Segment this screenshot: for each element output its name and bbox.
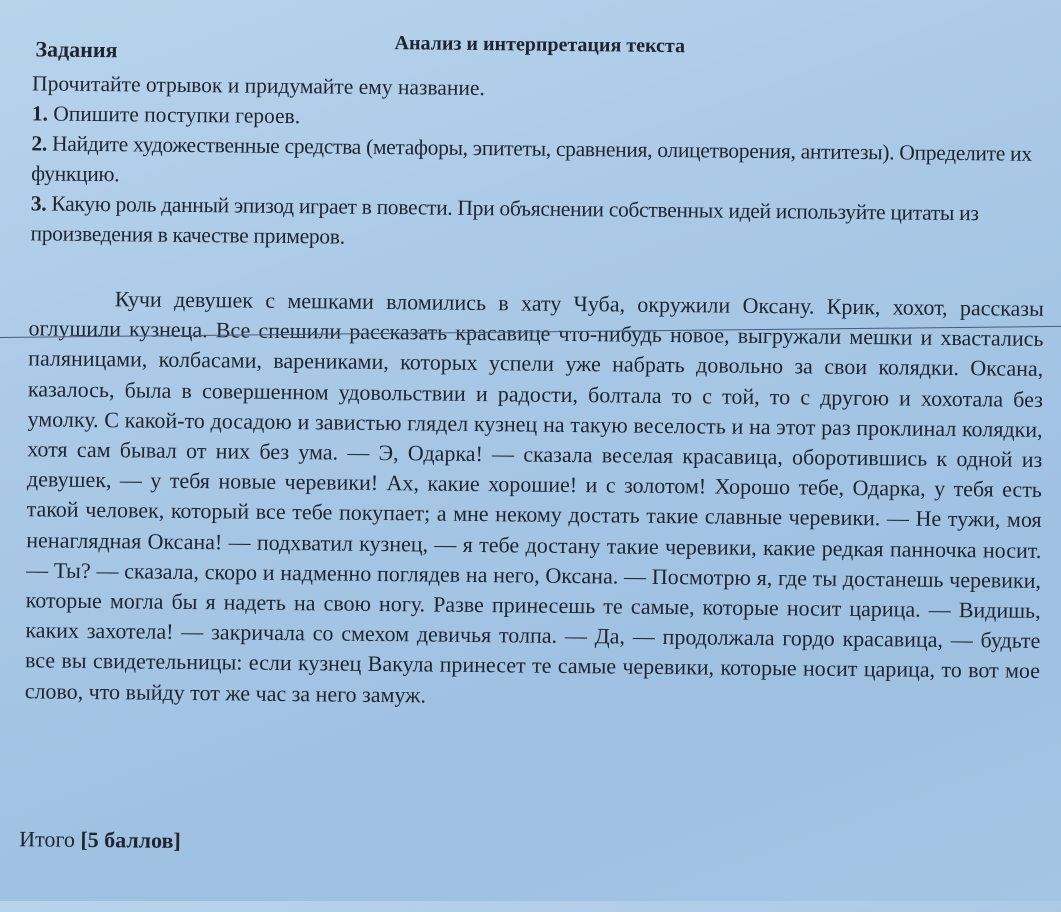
task-item — [31, 128, 1044, 199]
total-score — [19, 826, 181, 854]
task-number: 3. — [30, 191, 47, 216]
tasks-heading: Задания — [35, 36, 118, 63]
total-points: [5 баллов] — [80, 826, 181, 853]
story-passage: Кучи девушек с мешками вломились в хату Чуба, окружили Оксану. Крик, хохот, рассказы оглушили кузнеца. Все спешили рассказать красавице что-нибудь новое, выгружали мешки и хвастались паляницами, колбасами, варениками, которых успели уже набрать довольно за свои колядки. Оксана, казалось, была в совершенном удовольствии и радости, болтала то с той, то с другою и хохотала без умолку. С какой-то досадою и завистью глядел кузнец на такую веселость и на этот раз проклинал колядки, хотя сам бывал от них без ума. — Э, Одарка! — сказала веселая красавица, оборотившись к одной из девушек, — у тебя новые черевики! Ах, какие хорошие! и с золотом! Хорошо тебе, Одарка, у тебя есть такой человек, который все тебе покупает; а мне некому достать такие славные черевики. — Не тужи, моя ненаглядная Оксана! — подхватил кузнец, — я тебе достану такие черевики, какие редкая панночка носит. — Ты? — сказала, скоро и надменно поглядев на него, Оксана. — Посмотрю я, где ты достанешь черевики, которые могла бы я надеть на свою ногу. Разве принесешь те самые, которые носит царица. — Видишь, каких захотела! — закричала со смехом девичья толпа. — Да, — продолжала гордо красавица, — будьте все вы свидетельницы: если кузнец Вакула принесет те самые черевики, которые носит царица, то вот мое слово, что выйду тот же час за него замуж. — [24, 286, 1044, 708]
task-text: Какую роль данный эпизод играет в повести. При объяснении собственных идей используйте цитаты из произведения в качестве примеров. — [30, 191, 979, 249]
task-text: Найдите художественные средства (метафоры, эпитеты, сравнения, олицетворения, антитезы). Определите их функцию. — [31, 131, 1032, 187]
task-number: 1. — [31, 101, 49, 126]
task-number: 2. — [31, 131, 48, 156]
task-list — [30, 68, 1044, 259]
document-title: Анализ и интерпретация текста — [394, 32, 686, 58]
task-text: Опишите поступки героев. — [53, 101, 301, 129]
task-item — [30, 188, 1043, 259]
total-label: Итого — [19, 826, 76, 852]
task-intro: Прочитайте отрывок и придумайте ему название. — [32, 71, 485, 101]
